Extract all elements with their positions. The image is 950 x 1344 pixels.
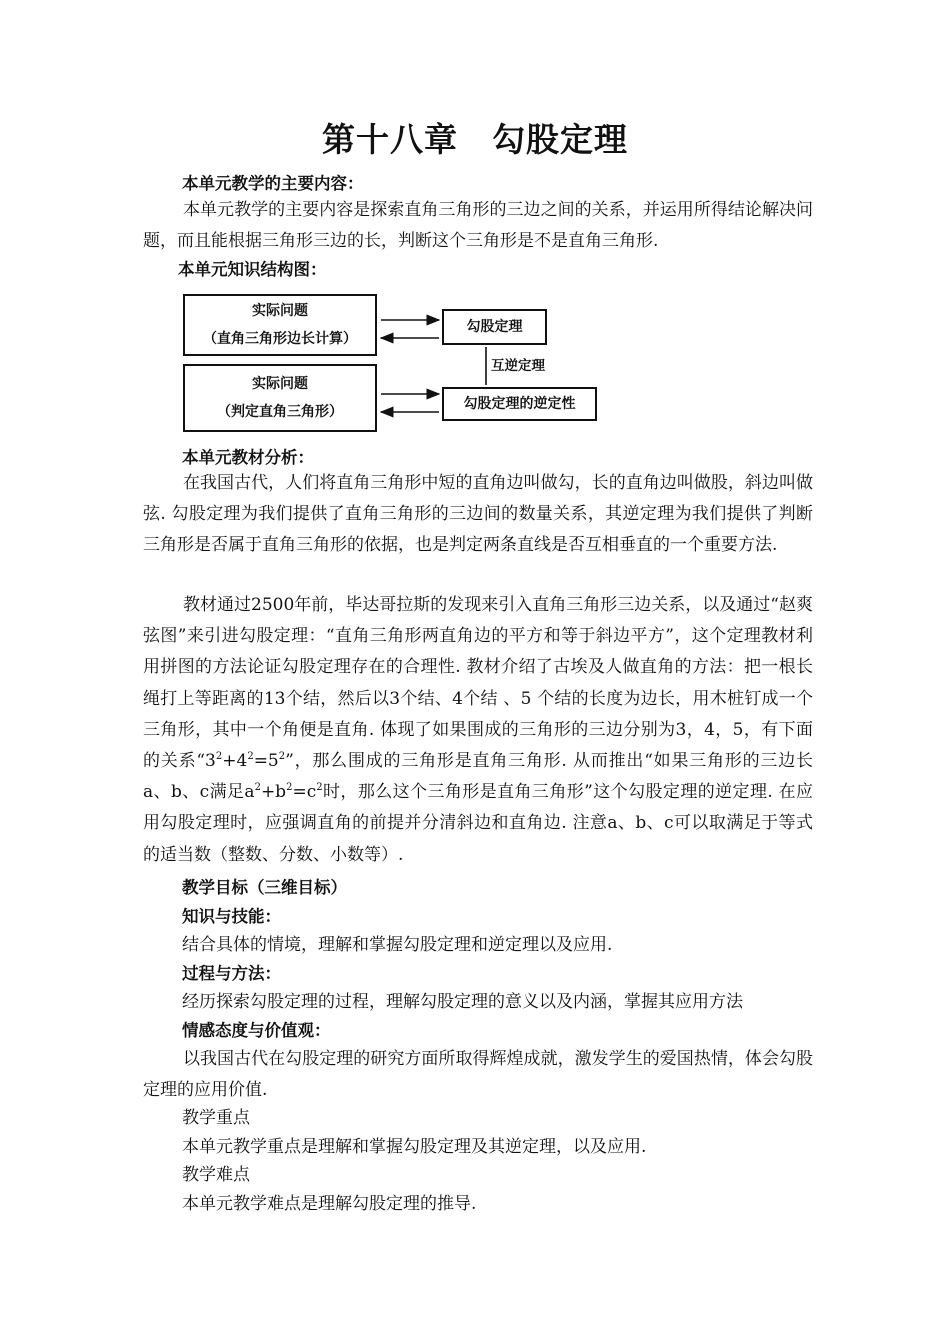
p2-part-c: =5 xyxy=(253,751,279,772)
superscript: 2 xyxy=(316,782,323,794)
p2-part-d: ”，那么围成的三角形是直角三角形. 从而推出“如果三角形的三边长a、b、c满足a xyxy=(143,751,813,803)
superscript: 2 xyxy=(247,751,254,763)
p2-part-a: 教材通过2500年前，毕达哥拉斯的发现来引入直角三角形三边关系，以及通过“赵爽弦图”来引进勾股定理：“直角三角形两直角边的平方和等于斜边平方”，这个定理教材利用拼图的方法论证勾股定理存在的合理性. 教材介绍了古埃及人做直角的方法：把一根长绳打上等距离的13个结，然后以3个结、4个结 、5 个结的长度为边长，用木桩钉成一个三角形，其中一个角便是直角. 体现了如果围成的三角形的三边分别为3，4，5，有下面的关系“3 xyxy=(143,595,813,772)
knowledge-heading: 知识与技能： xyxy=(182,907,281,926)
p2-part-e: +b xyxy=(260,782,287,803)
main-content-paragraph: 本单元教学的主要内容是探索直角三角形的三边之间的关系，并运用所得结论解决问题，而且能根据三角形三边的长，判断这个三角形是不是直角三角形. xyxy=(143,200,813,252)
box-pythagorean-theorem: 勾股定理 xyxy=(442,309,547,345)
focus-text: 本单元教学重点是理解和掌握勾股定理及其逆定理，以及应用. xyxy=(182,1137,647,1157)
analysis-paragraph-1: 在我国古代，人们将直角三角形中短的直角边叫做勾，长的直角边叫做股，斜边叫做弦. 勾股定理为我们提供了直角三角形的三边间的数量关系，其逆定理为我们提供了判断三角形是否属于直角三角形的依据，也是判定两条直线是否互相垂直的一个重要方法. xyxy=(143,473,813,556)
focus-heading: 教学重点 xyxy=(182,1108,250,1128)
superscript: 2 xyxy=(215,751,223,763)
box1-line1: 实际问题 xyxy=(252,303,308,319)
process-heading: 过程与方法： xyxy=(182,964,281,983)
emotion-text: 以我国古代在勾股定理的研究方面所取得辉煌成就，激发学生的爱国热情，体会勾股定理的应用价值. xyxy=(143,1049,813,1101)
knowledge-text: 结合具体的情境，理解和掌握勾股定理和逆定理以及应用. xyxy=(182,935,613,955)
box2-line2: （判定直角三角形） xyxy=(217,404,343,420)
main-content-heading: 本单元教学的主要内容： xyxy=(182,174,364,193)
box2-line1: 实际问题 xyxy=(252,376,308,392)
superscript: 2 xyxy=(254,782,261,794)
page-title: 第十八章 勾股定理 xyxy=(322,120,628,159)
difficulty-text: 本单元教学难点是理解勾股定理的推导. xyxy=(182,1194,477,1214)
knowledge-structure-diagram xyxy=(181,290,601,436)
emotion-heading: 情感态度与价值观： xyxy=(182,1021,331,1040)
structure-heading: 本单元知识结构图： xyxy=(178,260,327,279)
box-practical-problem-judgement xyxy=(183,364,377,432)
p2-part-b: +4 xyxy=(222,751,248,772)
analysis-paragraph-2 xyxy=(143,590,813,871)
p2-part-g: 时，那么这个三角形是直角三角形”这个勾股定理的逆定理. 在应用勾股定理时，应强调直角的前提并分清斜边和直角边. 注意a、b、c可以取满足于等式的适当数（整数、分数、小数等）. xyxy=(143,782,813,865)
box1-line2: （直角三角形边长计算） xyxy=(203,331,357,347)
superscript: 2 xyxy=(278,751,286,763)
difficulty-heading: 教学难点 xyxy=(182,1165,250,1185)
objectives-heading: 教学目标（三维目标） xyxy=(182,878,347,897)
relation-label: 互逆定理 xyxy=(491,358,545,374)
process-text: 经历探索勾股定理的过程，理解勾股定理的意义以及内涵，掌握其应用方法 xyxy=(182,992,743,1012)
analysis-heading: 本单元教材分析： xyxy=(182,448,314,467)
p2-part-f: =c xyxy=(292,782,317,803)
superscript: 2 xyxy=(286,782,293,794)
box-practical-problem-calculation xyxy=(183,294,377,356)
box-converse-theorem: 勾股定理的逆定性 xyxy=(442,387,597,421)
